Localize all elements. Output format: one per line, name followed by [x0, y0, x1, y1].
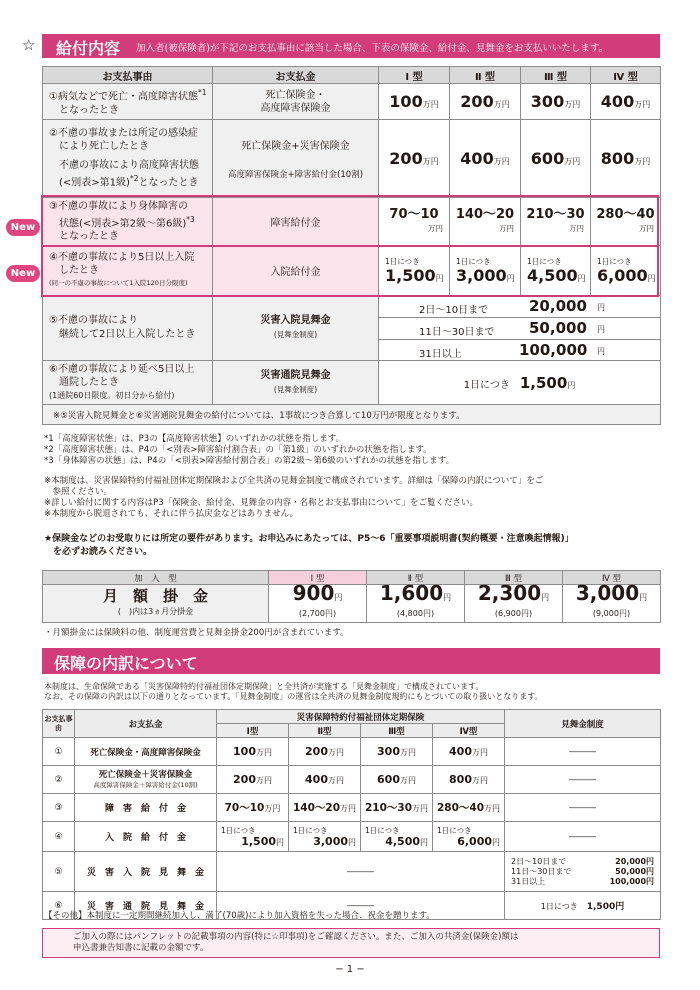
unit-label: 円 — [541, 593, 550, 602]
row5-value-2: 50,000 — [529, 319, 587, 337]
limit-note: ※⑤災害入院見舞金と⑥災害通院見舞金の給付については、1事故につき合算して10万円が限度となります。 — [43, 405, 661, 425]
row6-reason: ⑥不慮の事故により延べ5日以上 — [49, 364, 195, 375]
unit-label: 万円 — [412, 804, 429, 813]
unit-label: 円 — [348, 837, 356, 847]
unit-label: 万円 — [564, 157, 581, 166]
unit-label: 万円 — [564, 100, 581, 109]
important-line-2: を必ずお読みください。 — [44, 547, 153, 557]
premium-quarter-2: (4,800円) — [396, 609, 435, 618]
row4-amount: 入院給付金 — [213, 246, 379, 296]
dash: ――― — [217, 892, 505, 920]
dash: ――― — [217, 852, 505, 892]
confirm-line-2: 申込書兼告知書に記載の金額です。 — [73, 943, 209, 953]
per-day-label: 1日につき — [456, 257, 491, 266]
row6-per-day: 1日につき — [463, 379, 510, 391]
col-type-4: Ⅳ 型 — [591, 67, 661, 84]
col-reason: お支払事由 — [43, 67, 213, 84]
unit-label: 万円 — [255, 748, 272, 757]
footnote-3: *3「身体障害の状態」は、P4の「<別表>障害給付割合表」の第2級〜第6級のいずれかの状態を指します。 — [44, 456, 455, 466]
bd-val: 3,000 — [313, 834, 348, 848]
dash: ――― — [505, 822, 661, 852]
row6-reason-3: (1通院60日限度。初日分から給付) — [49, 391, 175, 400]
bd-val: 200 — [233, 773, 256, 786]
benefits-title: 給付内容 — [56, 39, 121, 58]
row-name: 災 害 通 院 見 舞 金 — [75, 892, 217, 920]
row2-amount-a: 死亡保険金+災害保険金 — [241, 141, 350, 152]
unit-label: 円 — [276, 837, 284, 847]
row1-val-1: 100 — [389, 92, 423, 111]
mimai-label: 2日〜10日まで — [511, 856, 567, 866]
premium-sublabel: ( )内は3ヵ月分掛金 — [117, 606, 194, 616]
row-name: 死亡保険金・高度障害保険金 — [75, 738, 217, 766]
dash: ――― — [505, 738, 661, 766]
row-name-2: 高度障害保険金＋障害給付金(10割) — [93, 780, 198, 789]
per-day-label: 1日につき — [597, 257, 632, 266]
bd-val: 6,000 — [457, 834, 493, 848]
h-type-4: Ⅳ型 — [433, 724, 505, 738]
row2-reason-a2: により死亡したとき — [59, 141, 149, 153]
unit-label: 万円 — [264, 804, 281, 813]
premium-type-1: Ⅰ 型 — [269, 571, 367, 585]
unit-label: 万円 — [471, 776, 488, 785]
row-name: 災 害 入 院 見 舞 金 — [75, 852, 217, 892]
bd-val: 280〜40 — [436, 802, 485, 814]
breakdown-row-1 — [43, 738, 661, 766]
unit-label: 万円 — [639, 223, 654, 233]
footnote-1: *1「高度障害状態」は、P3の【高度障害状態】のいずれかの状態を指します。 — [44, 434, 345, 444]
row1-val-4: 400 — [600, 92, 635, 111]
breakdown-header — [42, 648, 660, 674]
per-day-label: 1日につき — [540, 902, 578, 911]
mimai-label: 11日〜30日まで — [511, 866, 572, 876]
row4-reason: ④不慮の事故により5日以上入院 — [49, 252, 195, 263]
row4-val-2: 3,000 — [456, 266, 507, 285]
row1-amount: 死亡保険金・ — [265, 89, 326, 101]
footnote-ref: *3 — [186, 214, 195, 224]
unit-label: 円 — [420, 837, 428, 847]
row2-val-1: 200 — [389, 149, 423, 168]
unit-label: 万円 — [327, 776, 344, 785]
row-name: 死亡保険金＋災害保険金 — [98, 769, 193, 780]
unit-label: 万円 — [428, 223, 443, 233]
row-name: 入 院 給 付 金 — [75, 822, 217, 852]
row-name: 障 害 給 付 金 — [75, 794, 217, 822]
unit-label: 万円 — [471, 748, 488, 757]
unit-label: 円 — [435, 274, 444, 283]
benefit-row-6 — [43, 361, 661, 405]
unit-label: 万円 — [569, 223, 584, 233]
col-type-1: Ⅰ 型 — [379, 67, 450, 84]
per-day-label: 1日につき — [221, 825, 256, 835]
row4-val-3: 4,500 — [527, 266, 578, 285]
breakdown-row-2 — [43, 766, 661, 794]
footnote-2: *2「高度障害状態」は、P4の「<別表>障害給付割合表」の「第1級」のいずれかの状態を指します。 — [44, 445, 432, 455]
bd-val: 600 — [377, 773, 400, 786]
breakdown-title: 保障の内訳について — [54, 654, 198, 673]
breakdown-row-4 — [43, 822, 661, 852]
unit-label: 円 — [567, 380, 576, 390]
bd-val: 800 — [449, 773, 472, 786]
intro-line-1: 本制度は、生命保険である「災害保障特約付福祉団体定期保険」と全共済が実施する「見舞金制度」で構成されています。 — [44, 682, 484, 691]
row2-amount-b: 高度障害保険金+障害給付金(10割) — [227, 170, 364, 180]
row5-label-1: 2日〜10日まで — [419, 305, 489, 316]
bd-val: 100 — [233, 745, 256, 758]
breakdown-intro — [44, 682, 674, 702]
unit-label: 円 — [597, 347, 605, 356]
mimai-value: 20,000円 — [615, 856, 655, 866]
unit-label: 円 — [639, 593, 648, 602]
row4-reason-3: (同一の不慮の事故について1入院120日分限度) — [49, 279, 188, 287]
benefit-row-5 — [43, 296, 661, 361]
row5-reason: ⑤不慮の事故により — [49, 315, 138, 326]
row1-reason-cont: となったとき — [59, 104, 119, 116]
unit-label: 円 — [334, 593, 343, 602]
col-type-3: Ⅲ 型 — [521, 67, 591, 84]
important-line-1: ★保険金などのお受取りには所定の要件があります。お申込みにあたっては、P5〜6「重要事項説明書(契約概要・注意喚起情報)」 — [44, 534, 574, 544]
page-number: − 1 − — [335, 964, 365, 975]
h-type-2: Ⅱ型 — [289, 724, 361, 738]
unit-label: 万円 — [255, 776, 272, 785]
bd-val: 140〜20 — [292, 802, 341, 814]
h-type-3: Ⅲ型 — [361, 724, 433, 738]
unit-label: 万円 — [399, 748, 416, 757]
premium-type-4: Ⅳ 型 — [563, 571, 661, 585]
benefits-header — [42, 34, 660, 58]
row5-value-3: 100,000 — [519, 341, 588, 359]
important-notice — [44, 533, 674, 559]
premium-type-2: Ⅱ 型 — [367, 571, 465, 585]
confirm-line-1: ご加入の際にはパンフレットの記載事項の内容(特に☆印事項)をご確認ください。また、ご加入の共済金(保険金)額は — [73, 932, 519, 942]
notes — [44, 476, 674, 520]
per-day-label: 1日につき — [365, 825, 400, 835]
breakdown-row-3 — [43, 794, 661, 822]
star-icon: ☆ — [22, 36, 36, 54]
note-1-cont: 参照ください。 — [44, 487, 113, 497]
unit-label: 万円 — [493, 157, 510, 166]
benefit-row-1 — [43, 84, 661, 120]
per-day-label: 1日につき — [527, 257, 562, 266]
premium-type-3: Ⅲ 型 — [465, 571, 563, 585]
row2-val-4: 800 — [600, 149, 635, 168]
bd-val: 300 — [377, 745, 400, 758]
row5-label-3: 31日以上 — [419, 349, 462, 360]
premium-quarter-1: (2,700円) — [298, 609, 337, 618]
row5-amount-2: (見舞金制度) — [273, 330, 318, 339]
note-1: ※本制度は、災害保障特約付福祉団体定期保険および全共済の見舞金制度で構成されています。詳細は「保障の内訳について」をご — [44, 476, 544, 486]
bd-val: 200 — [305, 745, 328, 758]
row2-reason-a: ②不慮の事故または所定の感染症 — [49, 128, 198, 140]
premium-value-3: 2,300 — [477, 581, 542, 605]
row-no: ⑤ — [43, 852, 75, 892]
row4-val-1: 1,500 — [385, 266, 436, 285]
benefit-row-2 — [43, 120, 661, 198]
unit-label: 万円 — [493, 100, 510, 109]
unit-label: 万円 — [340, 804, 357, 813]
row3-amount: 障害給付金 — [213, 198, 379, 246]
unit-label: 円 — [492, 837, 501, 847]
new-badge: New — [6, 265, 40, 282]
premium-head-label: 加 入 型 — [43, 571, 269, 585]
row1-val-2: 200 — [460, 92, 494, 111]
h-group: 災害保障特約付福祉団体定期保険 — [217, 710, 505, 724]
per-day-label: 1日につき — [385, 257, 420, 266]
per-day-label: 1日につき — [437, 825, 472, 835]
row-no: ① — [43, 738, 75, 766]
row6-amount-2: (見舞金制度) — [273, 384, 318, 394]
row5-amount: 災害入院見舞金 — [260, 315, 331, 326]
note-2: ※詳しい給付に関する内容はP3「保険金、給付金、見舞金の内容・名称とお支払事由について」をご覧ください。 — [44, 498, 478, 508]
bd-val: 210〜30 — [364, 802, 413, 814]
unit-label: 万円 — [634, 157, 651, 166]
premium-value-4: 3,000 — [575, 581, 640, 605]
row3-reason-2: 状態(<別表>第2級〜第6級) — [59, 218, 187, 230]
bd-val: 4,500 — [385, 834, 420, 848]
row6-reason-2: 通院したとき — [59, 377, 119, 388]
unit-label: 円 — [597, 303, 605, 312]
row5-value-1: 20,000 — [529, 297, 587, 315]
bd-val: 400 — [305, 773, 328, 786]
dash: ――― — [505, 794, 661, 822]
unit-label: 万円 — [499, 223, 514, 233]
row3-reason-3: となったとき — [59, 231, 119, 243]
row-no: ④ — [43, 822, 75, 852]
unit-label: 円 — [443, 593, 452, 602]
row5-reason-2: 継続して2日以上入院したとき — [59, 329, 196, 340]
row3-val-1: 70〜10 — [389, 206, 439, 222]
new-rows-divider — [41, 245, 659, 247]
row3-val-4: 280〜40 — [596, 206, 655, 222]
row2-reason-b: 不慮の事故により高度障害状態 — [59, 160, 199, 172]
row-no: ⑥ — [43, 892, 75, 920]
row4-reason-2: したとき — [59, 265, 99, 276]
footnote-ref: *1 — [197, 88, 207, 98]
mimai-label: 31日以上 — [511, 876, 546, 886]
unit-label: 万円 — [422, 157, 439, 166]
unit-label: 万円 — [327, 748, 344, 757]
unit-label: 万円 — [399, 776, 416, 785]
h-amount: お支払金 — [75, 710, 217, 738]
footnote-ref: *2 — [129, 174, 139, 184]
row6-value: 1,500 — [519, 373, 568, 392]
row4-val-4: 6,000 — [597, 266, 648, 285]
breakdown-table — [42, 709, 661, 920]
row5-label-2: 11日〜30日まで — [419, 327, 495, 338]
benefits-subtitle: 加入者(被保険者)が下記のお支払事由に該当した場合、下表の保険金、給付金、見舞金をお支払いいたします。 — [136, 43, 609, 54]
premium-value-1: 900 — [292, 581, 335, 605]
premium-quarter-3: (6,900円) — [494, 609, 533, 618]
h-reason: お支払事由 — [43, 710, 75, 738]
row3-val-3: 210〜30 — [526, 206, 585, 222]
premium-value-2: 1,600 — [379, 581, 444, 605]
unit-label: 円 — [506, 274, 515, 283]
row-no: ③ — [43, 794, 75, 822]
row3-val-2: 140〜20 — [455, 206, 515, 222]
premium-quarter-4: (9,000円) — [592, 609, 631, 618]
row2-val-2: 400 — [460, 149, 494, 168]
unit-label: 万円 — [484, 804, 501, 813]
col-amount: お支払金 — [213, 67, 379, 84]
mimai-value: 50,000円 — [615, 866, 655, 876]
footnotes — [44, 434, 664, 467]
unit-label: 円 — [647, 274, 656, 283]
row3-reason: ③不慮の事故により身体障害の — [49, 200, 188, 212]
confirm-box — [42, 928, 660, 958]
intro-line-2: なお、その保障の内訳は以下の通りとなっています。「見舞金制度」の運営は全共済の見舞金制度規約にもとづいての取り扱いとなります。 — [44, 692, 543, 701]
h-type-1: Ⅰ型 — [217, 724, 289, 738]
unit-label: 万円 — [422, 100, 439, 109]
mimai-value: 100,000円 — [609, 876, 655, 886]
row2-reason-b2: (<別表>第1級) — [59, 177, 130, 189]
premium-label: 月 額 掛 金 — [102, 586, 208, 605]
row1-reason: ①病気などで死亡・高度障害状態 — [49, 91, 198, 103]
premium-note: ・月額掛金には保険料の他、制度運営費と見舞金掛金200円が含まれています。 — [44, 628, 349, 638]
bd-val: 70〜10 — [224, 802, 265, 814]
bd-val: 400 — [449, 745, 472, 758]
per-day-label: 1日につき — [293, 825, 328, 835]
row1-val-3: 300 — [530, 92, 565, 111]
other-note: 【その他】本制度に一定期間継続加入し、満了(70歳)により加入資格を失った場合、祝金を贈ります。 — [44, 911, 435, 921]
unit-label: 万円 — [634, 100, 651, 109]
row1-amount-2: 高度障害保険金 — [260, 102, 331, 114]
dash: ――― — [505, 766, 661, 794]
unit-label: 円 — [597, 325, 605, 334]
new-badge: New — [6, 219, 40, 236]
col-type-2: Ⅱ 型 — [450, 67, 521, 84]
row2-reason-b3: となったとき — [138, 177, 199, 189]
premium-table — [42, 570, 661, 623]
mimai-value: 1,500円 — [586, 902, 625, 912]
row6-amount: 災害通院見舞金 — [260, 369, 331, 381]
breakdown-row-5 — [43, 852, 661, 892]
unit-label: 円 — [577, 274, 586, 283]
row2-val-3: 600 — [530, 149, 565, 168]
row-no: ② — [43, 766, 75, 794]
h-mimai: 見舞金制度 — [505, 710, 661, 738]
note-3: ※本制度から脱退されても、それに伴う払戻金などはありません。 — [44, 509, 299, 519]
bd-val: 1,500 — [241, 834, 276, 848]
